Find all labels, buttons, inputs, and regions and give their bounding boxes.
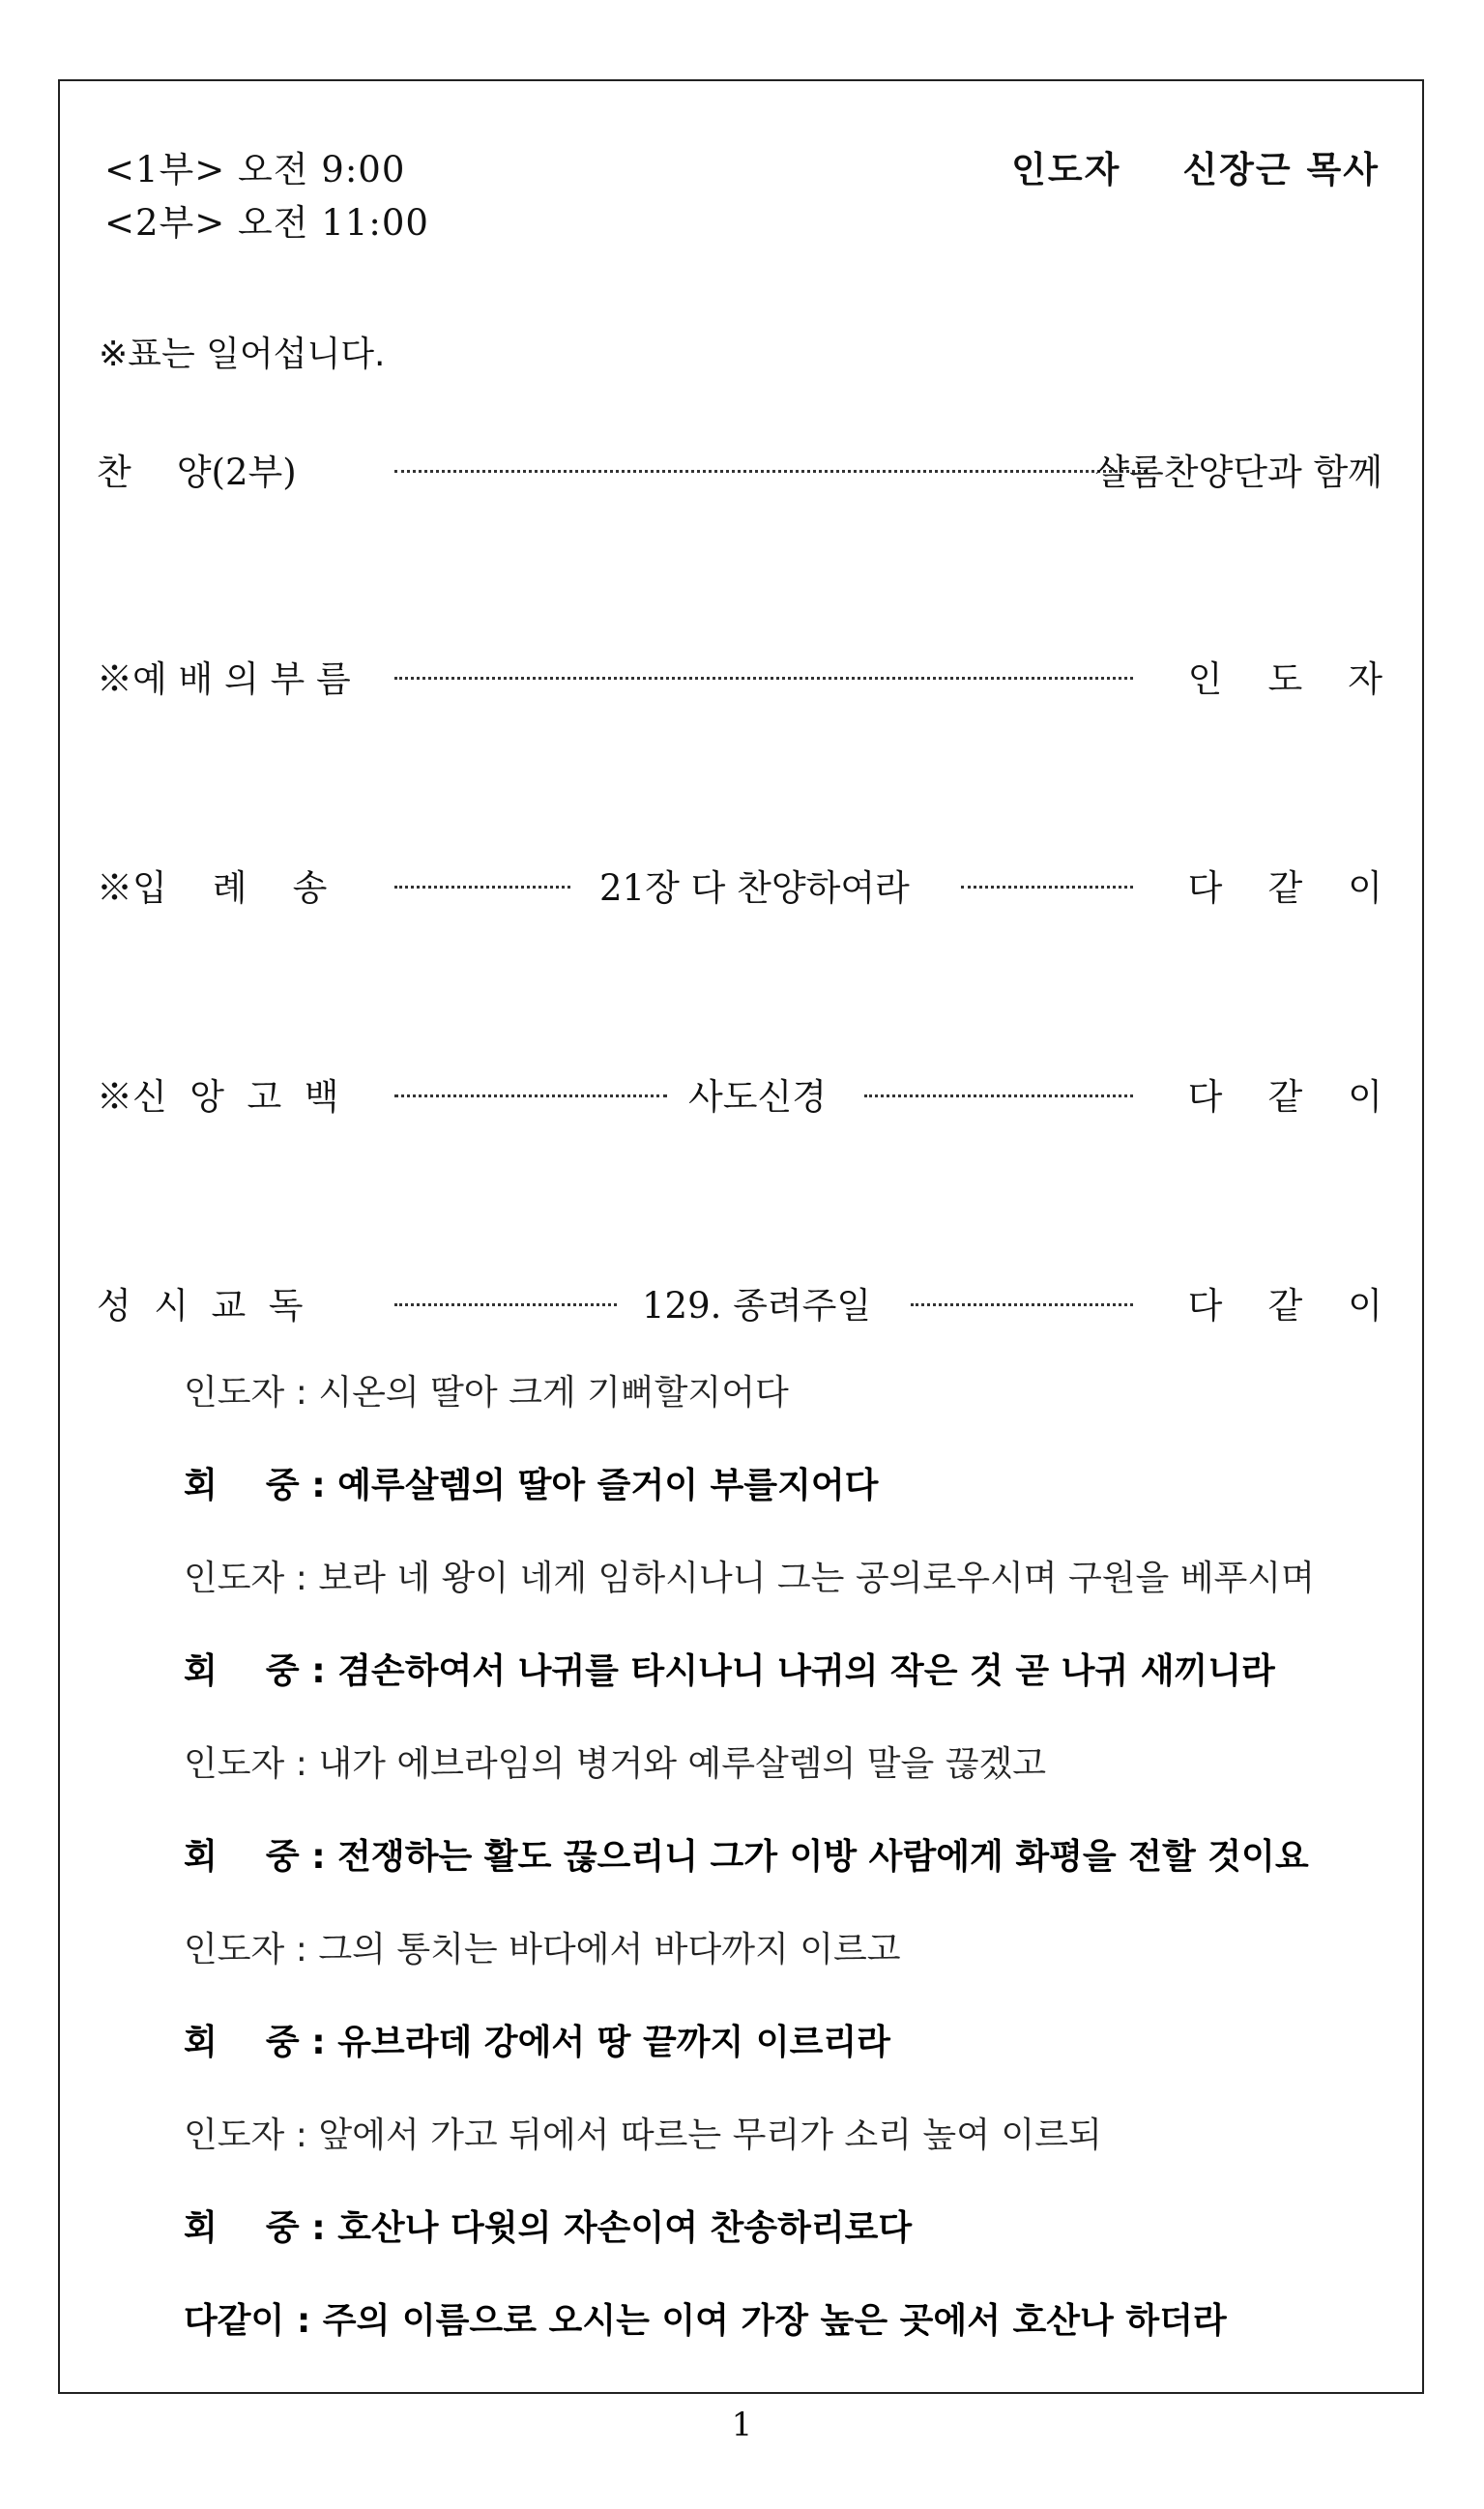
reading-text: 앞에서 가고 뒤에서 따르는 무리가 소리 높여 이르되 [318, 2115, 1102, 2155]
reading-text: 시온의 딸아 크게 기뻐할지어다 [318, 1373, 789, 1413]
leader-dots [394, 464, 1147, 473]
reading-text: 예루살렘의 딸아 즐거이 부를지어다 [337, 1466, 879, 1505]
leader-dots [394, 880, 570, 889]
standing-notice: ※표는 일어섭니다. [99, 335, 386, 374]
leader-dots [864, 1089, 1133, 1097]
order-item-label: 성 시 교 독 [97, 1285, 304, 1327]
reading-text: 겸손하여서 나귀를 타시나니 나귀의 작은 것 곧 나귀 새끼니라 [337, 1651, 1275, 1691]
reading-speaker: 다같이 : [184, 2301, 323, 2341]
leader-info [1011, 143, 1380, 196]
reading-text: 그의 통치는 바다에서 바다까지 이르고 [318, 1930, 901, 1969]
order-item-performer: 다 같 이 [1187, 1285, 1382, 1327]
reading-speaker: 회 중 : [184, 2023, 338, 2062]
leader-dots [394, 1298, 617, 1306]
order-item-processional-hymn [97, 859, 1382, 917]
order-item-responsive-reading [97, 1276, 1382, 1334]
order-item-performer: 인 도 자 [1187, 658, 1382, 700]
order-item-performer: 다 같 이 [1187, 1076, 1382, 1118]
reading-text: 보라 네 왕이 네게 임하시나니 그는 공의로우시며 구원을 베푸시며 [318, 1559, 1315, 1598]
order-item-call-to-worship [97, 650, 1382, 708]
reading-speaker: 회 중 : [184, 2208, 338, 2248]
leader-name: 신장근 목사 [1182, 149, 1380, 190]
order-item-label: ※예 배 의 부 름 [97, 658, 351, 700]
order-item-label: ※입 례 송 [97, 867, 328, 909]
reading-speaker: 회 중 : [184, 1837, 338, 1877]
reading-speaker: 인도자 : [184, 1559, 319, 1598]
reading-text: 전쟁하는 활도 끊으리니 그가 이방 사람에게 화평을 전할 것이요 [337, 1837, 1309, 1877]
service-times [104, 143, 429, 249]
order-item-content: 129. 종려주일 [642, 1285, 872, 1327]
leader-dots [911, 1298, 1133, 1306]
reading-line [184, 1922, 901, 1971]
reading-speaker: 인도자 : [184, 2115, 319, 2155]
reading-speaker: 회 중 : [184, 1651, 338, 1691]
reading-text: 주의 이름으로 오시는 이여 가장 높은 곳에서 호산나 하더라 [322, 2301, 1227, 2341]
reading-line [184, 2201, 912, 2250]
leader-dots [394, 1089, 667, 1097]
reading-speaker: 인도자 : [184, 1744, 319, 1784]
order-item-praise [97, 443, 1382, 501]
order-item-performer: 다 같 이 [1187, 867, 1382, 909]
order-item-performer: 샬롬찬양단과 함께 [1094, 452, 1382, 493]
reading-speaker: 인도자 : [184, 1373, 319, 1413]
service-time-part2: <2부> 오전 11:00 [104, 202, 429, 244]
reading-line [184, 1829, 1309, 1879]
order-item-apostles-creed [97, 1067, 1382, 1125]
reading-line [184, 1365, 789, 1415]
reading-text: 내가 에브라임의 병거와 예루살렘의 말을 끊겠고 [318, 1744, 1047, 1784]
leader-dots [394, 671, 1133, 680]
service-time-part1: <1부> 오전 9:00 [104, 149, 406, 190]
reading-line [184, 2108, 1102, 2157]
leader-label: 인도자 [1011, 149, 1121, 190]
reading-speaker: 인도자 : [184, 1930, 319, 1969]
order-item-content: 사도신경 [688, 1076, 827, 1118]
order-item-label: ※신 앙 고 백 [97, 1076, 339, 1118]
reading-line [184, 1736, 1046, 1786]
order-item-label: 찬 양(2부) [97, 452, 297, 493]
reading-text: 호산나 다윗의 자손이여 찬송하리로다 [337, 2208, 913, 2248]
reading-line [184, 2293, 1227, 2343]
reading-line [184, 1551, 1315, 1600]
reading-line [184, 2015, 890, 2064]
reading-line [184, 1644, 1275, 1693]
order-item-content: 21장 다 찬양하여라 [599, 867, 910, 909]
reading-line [184, 1458, 878, 1507]
reading-text: 유브라데 강에서 땅 끝까지 이르리라 [337, 2023, 890, 2062]
leader-dots [961, 880, 1133, 889]
page-number: 1 [731, 2406, 753, 2444]
reading-speaker: 회 중 : [184, 1466, 338, 1505]
